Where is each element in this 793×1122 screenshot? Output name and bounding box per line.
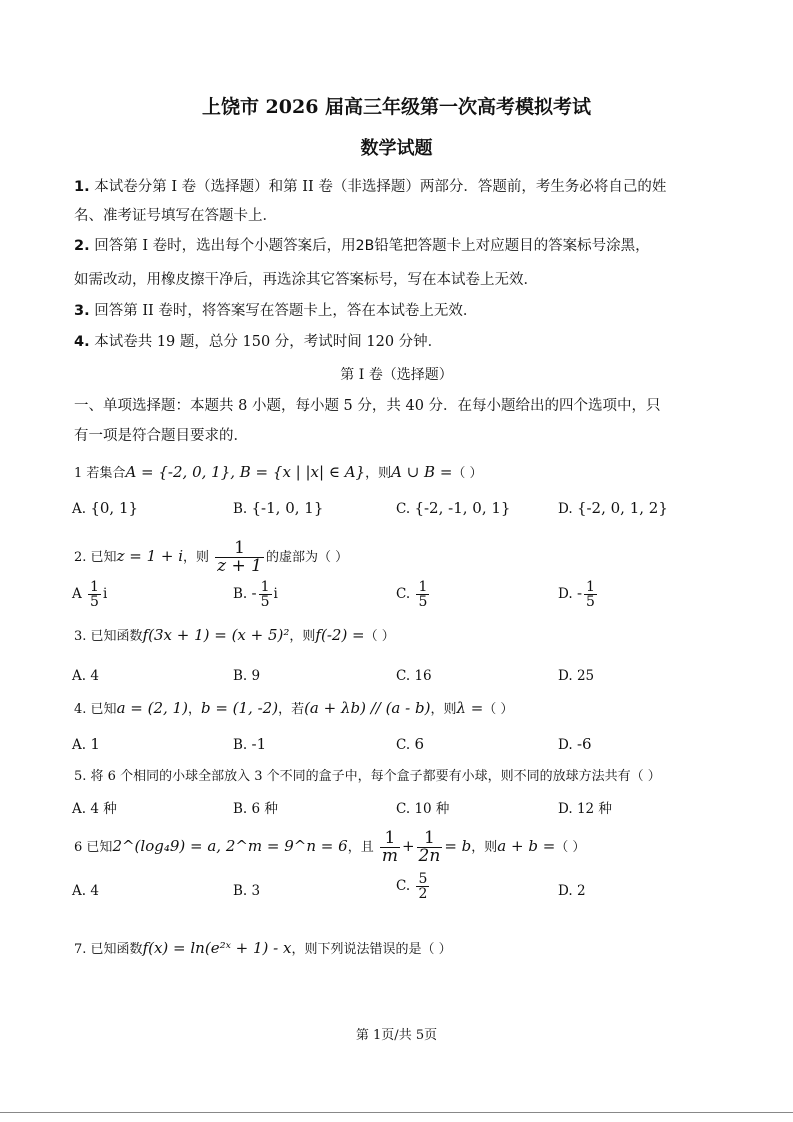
question-1	[74, 462, 483, 484]
question-text: 将 6 个相同的小球全部放入 3 个不同的盒子中，每个盒子都要有小球，则不同的放球方法共有（ ）	[90, 769, 661, 784]
option-label: A.	[72, 883, 87, 899]
note-4	[74, 332, 442, 352]
bottom-divider	[0, 1112, 793, 1113]
note-text: 回答第 I 卷时，选出每个小题答案后，用	[94, 238, 356, 254]
answer-blank: （ ）	[364, 629, 395, 644]
plus-sign: +	[401, 837, 415, 855]
question-text: 已知函数	[90, 942, 143, 957]
option-a	[72, 734, 100, 755]
math-expression: A = {-2, 0, 1}, B = {x | |x| ∈ A}	[125, 463, 366, 481]
math-expression: f(x) = ln(e²ˣ + 1) - x	[142, 939, 292, 957]
page-title: 上饶市 2026 届高三年级第一次高考模拟考试	[201, 96, 592, 118]
fraction-denominator: z + 1	[217, 556, 262, 576]
fraction-numerator: 1	[260, 579, 270, 595]
option-label: C.	[396, 737, 411, 753]
question-3	[74, 625, 395, 647]
option-label: B.	[233, 883, 248, 899]
question-text: ，且	[347, 840, 374, 855]
option-label: C.	[396, 501, 411, 517]
math-expression: f(-2) =	[315, 626, 365, 644]
option-label: D.	[558, 801, 573, 817]
fraction	[259, 580, 272, 609]
question-text: ，若	[278, 702, 305, 717]
fraction-denominator: 5	[586, 594, 595, 610]
answer-blank: （ ）	[555, 840, 586, 855]
fraction-numerator: 1	[234, 538, 245, 558]
option-b	[233, 580, 278, 609]
option-value: 4	[90, 668, 99, 684]
option-b	[233, 666, 260, 686]
option-sign: -	[576, 584, 583, 602]
option-b	[233, 799, 278, 819]
math-expression: = b	[444, 837, 472, 855]
part-heading-line2: 有一项是符合题目要求的．	[74, 428, 248, 444]
option-label: C.	[396, 668, 411, 684]
vector-b: b = (1, -2)	[200, 699, 279, 717]
fraction	[380, 830, 400, 865]
option-label: D.	[558, 737, 573, 753]
note-text: 本试卷分第 I 卷（选择题）和第 II 卷（非选择题）两部分．答题前，考生务必将自己的姓	[94, 179, 667, 195]
question-text: ，则	[471, 840, 498, 855]
imaginary-unit: i	[102, 586, 108, 602]
option-value: 4 种	[90, 801, 117, 817]
option-label: D.	[558, 501, 573, 517]
note-1-continued	[74, 206, 277, 226]
option-c	[396, 734, 424, 755]
pencil-grade: 2B	[355, 238, 375, 254]
option-d	[558, 734, 592, 755]
math-expression: z = 1 + i	[116, 547, 184, 565]
note-number: 3.	[74, 303, 90, 319]
option-sign: -	[251, 584, 257, 602]
fraction-denominator: 5	[90, 594, 99, 610]
fraction-numerator: 1	[384, 828, 396, 848]
option-d	[558, 881, 586, 901]
answer-blank: （ ）	[452, 466, 483, 481]
question-text: 已知	[90, 550, 117, 565]
math-expression: A ∪ B =	[391, 463, 453, 481]
option-value: {-2, 0, 1, 2}	[576, 499, 668, 517]
fraction	[416, 580, 429, 609]
fraction	[417, 830, 443, 865]
option-value: 10 种	[414, 801, 450, 817]
question-text: 若集合	[86, 466, 126, 481]
math-expression: (a + λb) // (a - b)	[304, 699, 431, 717]
fraction-numerator: 1	[586, 579, 595, 595]
option-label: A	[72, 586, 82, 602]
note-number: 1.	[74, 179, 90, 195]
option-c	[396, 666, 432, 686]
fraction-denominator: 5	[418, 594, 428, 610]
question-text: 已知	[90, 702, 117, 717]
option-label: A.	[72, 668, 87, 684]
option-c	[396, 799, 449, 819]
option-label: A.	[72, 501, 87, 517]
page-footer: 第 1页/共 5页	[355, 1028, 438, 1043]
fraction-numerator: 1	[90, 579, 99, 595]
option-label: D.	[558, 883, 573, 899]
question-7	[74, 938, 452, 960]
option-value: 2	[576, 883, 586, 899]
option-label: B.	[233, 801, 248, 817]
option-label: A.	[72, 801, 87, 817]
note-3	[74, 301, 477, 321]
question-text: ，则	[289, 629, 316, 644]
fraction-numerator: 5	[418, 871, 428, 887]
option-value: -6	[576, 735, 592, 753]
option-value: 9	[251, 668, 261, 684]
option-value: -1	[251, 735, 267, 753]
question-text: 已知	[86, 840, 113, 855]
question-6	[74, 830, 585, 865]
imaginary-unit: i	[273, 586, 278, 602]
question-number: 7.	[74, 942, 87, 957]
fraction-denominator: 5	[260, 594, 270, 610]
option-a	[72, 666, 99, 686]
option-label: B.	[233, 668, 248, 684]
question-number: 5.	[74, 769, 87, 784]
option-value: 12 种	[576, 801, 612, 817]
fraction	[584, 580, 597, 609]
option-value: 6 种	[251, 801, 278, 817]
fraction	[88, 580, 101, 609]
option-value: 6	[414, 735, 424, 753]
option-label: C.	[396, 586, 411, 602]
note-text: 本试卷共 19 题，总分 150 分，考试时间 120 分钟．	[94, 334, 443, 350]
question-text: 已知函数	[90, 629, 143, 644]
question-text: ，则	[365, 466, 392, 481]
option-c	[396, 498, 510, 519]
fraction	[416, 872, 429, 901]
option-c	[396, 580, 431, 609]
fraction-numerator: 1	[424, 828, 435, 848]
option-label: C.	[396, 801, 411, 817]
option-b	[233, 498, 323, 519]
question-number: 2.	[74, 550, 87, 565]
question-text: ，则下列说法错误的是（ ）	[291, 942, 452, 957]
option-value: {-2, -1, 0, 1}	[414, 499, 511, 517]
answer-blank: （ ）	[483, 702, 514, 717]
option-label: B.	[233, 586, 248, 602]
note-2	[74, 236, 650, 256]
note-text: 如需改动，用橡皮擦干净后，再选涂其它答案标号，写在本试卷上无效．	[74, 272, 538, 288]
option-b	[233, 881, 260, 901]
option-a	[72, 498, 138, 519]
vector-a: a = (2, 1)	[116, 699, 188, 717]
option-b	[233, 734, 266, 755]
note-number: 2.	[74, 238, 90, 254]
option-a	[72, 881, 99, 901]
option-d	[558, 799, 612, 819]
option-d	[558, 580, 599, 609]
option-value: 25	[576, 668, 595, 684]
fraction-denominator: 2	[418, 886, 428, 902]
question-4: 4. 已知a = (2, 1)，b = (1, -2)，若(a + λb) // (a - b)，则λ =（ ）	[74, 699, 514, 717]
math-expression: 2^(log₄9) = a, 2^m = 9^n = 6	[112, 837, 348, 855]
note-text: 名、准考证号填写在答题卡上．	[74, 208, 277, 224]
option-label: C.	[396, 878, 411, 894]
option-label: A.	[72, 737, 87, 753]
fraction-numerator: 1	[418, 579, 428, 595]
option-label: D.	[558, 668, 573, 684]
option-d	[558, 666, 594, 686]
part-heading-line1: 一、单项选择题：本题共 8 小题，每小题 5 分，共 40 分．在每小题给出的四个选项中，只	[74, 398, 661, 414]
option-c	[396, 872, 431, 901]
option-value: 4	[90, 883, 99, 899]
fraction	[215, 540, 264, 575]
option-a	[72, 799, 117, 819]
question-number: 4.	[74, 702, 87, 717]
note-text: 回答第 II 卷时，将答案写在答题卡上，答在本试卷上无效．	[94, 303, 478, 319]
option-value: 3	[251, 883, 261, 899]
option-value: {0, 1}	[90, 499, 139, 517]
note-number: 4.	[74, 334, 90, 350]
question-number: 3.	[74, 629, 87, 644]
math-expression: λ =	[456, 699, 484, 717]
page-subtitle: 数学试题	[360, 138, 433, 159]
fraction-denominator: m	[381, 846, 398, 866]
section-title: 第 I 卷（选择题）	[340, 367, 453, 383]
question-5	[74, 767, 661, 787]
option-label: B.	[233, 501, 248, 517]
fraction-denominator: 2n	[418, 846, 441, 866]
note-1	[74, 177, 666, 197]
question-text: ，则	[430, 702, 457, 717]
option-value: 16	[414, 668, 432, 684]
math-expression: f(3x + 1) = (x + 5)²	[142, 626, 290, 644]
question-number: 1	[74, 466, 83, 481]
option-label: B.	[233, 737, 248, 753]
option-value: 1	[90, 735, 100, 753]
note-text: 铅笔把答题卡上对应题目的答案标号涂黑，	[374, 238, 650, 254]
math-expression: a + b =	[497, 837, 556, 855]
question-text: ，则	[183, 550, 210, 565]
option-label: D.	[558, 586, 573, 602]
option-d	[558, 498, 668, 519]
question-number: 6	[74, 840, 83, 855]
option-value: {-1, 0, 1}	[251, 499, 324, 517]
option-a	[72, 580, 107, 609]
note-2-continued	[74, 270, 538, 290]
question-text: 的虚部为（ ）	[266, 550, 349, 565]
question-2	[74, 540, 348, 575]
